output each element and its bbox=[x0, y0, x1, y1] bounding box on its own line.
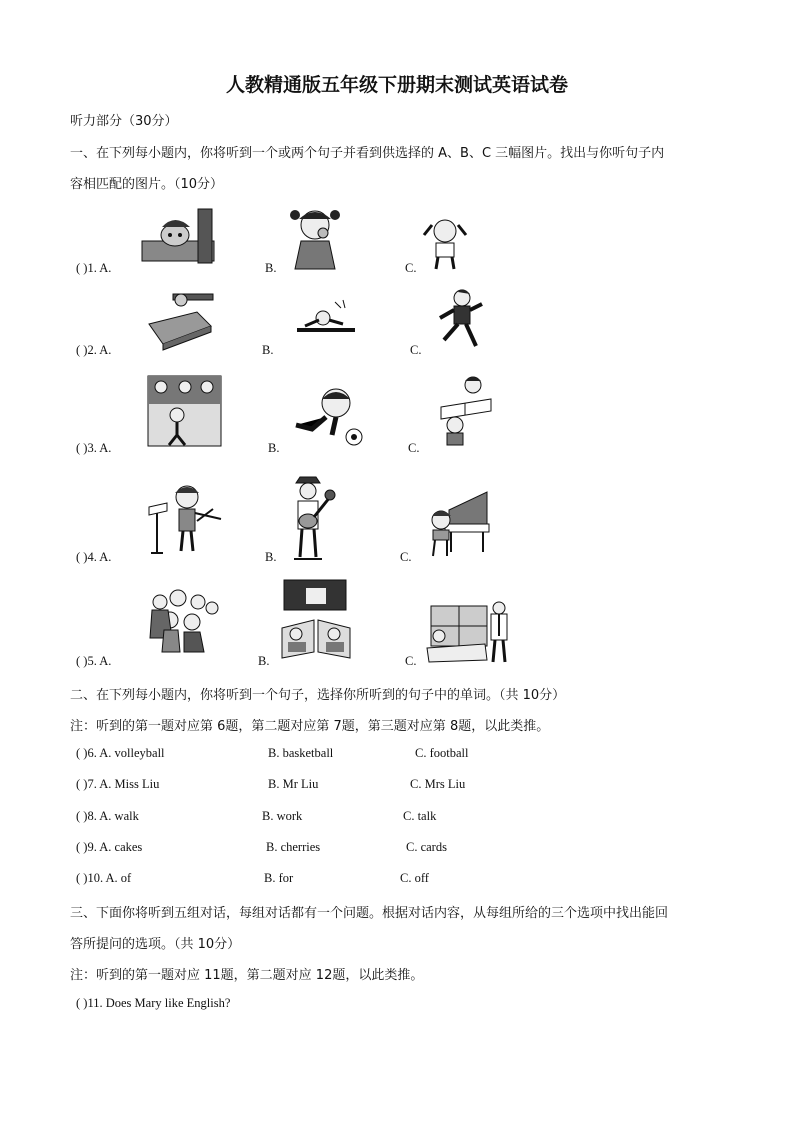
q4-picture-c bbox=[425, 490, 493, 558]
piano-icon bbox=[425, 490, 493, 558]
part1-instruction-1: 一、在下列每小题内，你将听到一个或两个句子并看到供选择的 A、B、C 三幅图片。找出与你听句子内 bbox=[70, 146, 665, 161]
q7-option-c: C. Mrs Liu bbox=[410, 777, 466, 791]
q10-option-c: C. off bbox=[400, 871, 429, 885]
q11-label: ( )11. Does Mary like English? bbox=[76, 996, 231, 1010]
ping-pong-icon bbox=[435, 375, 497, 447]
crowd-icon bbox=[148, 588, 220, 656]
bed-icon bbox=[145, 290, 215, 352]
q1-option-c: C. bbox=[405, 261, 417, 275]
q6-option-b: B. basketball bbox=[268, 746, 334, 760]
q8-label: ( )8. A. walk bbox=[76, 809, 139, 823]
classroom-icon bbox=[425, 600, 515, 664]
q1-picture-a bbox=[140, 205, 220, 267]
q4-option-c: C. bbox=[400, 550, 412, 564]
q2-option-c: C. bbox=[410, 343, 422, 357]
soccer-kick-icon bbox=[292, 385, 367, 447]
q7-option-b: B. Mr Liu bbox=[268, 777, 319, 791]
q4-picture-a bbox=[145, 483, 223, 555]
q1-label: ( )1. A. bbox=[76, 261, 112, 275]
q2-picture-b bbox=[295, 298, 357, 348]
q8-option-b: B. work bbox=[262, 809, 303, 823]
q7-label: ( )7. A. Miss Liu bbox=[76, 777, 160, 791]
q5-picture-b bbox=[280, 578, 352, 660]
q8-option-c: C. talk bbox=[403, 809, 437, 823]
q2-label: ( )2. A. bbox=[76, 343, 112, 357]
running-boy-icon bbox=[430, 288, 488, 350]
q9-option-b: B. cherries bbox=[266, 840, 321, 854]
q4-label: ( )4. A. bbox=[76, 550, 112, 564]
q3-option-b: B. bbox=[268, 441, 280, 455]
boy-fallen-icon bbox=[295, 298, 357, 348]
q10-label: ( )10. A. of bbox=[76, 871, 132, 885]
q1-option-b: B. bbox=[265, 261, 277, 275]
part3-note: 注：听到的第一题对应 11题，第二题对应 12题，以此类推。 bbox=[70, 968, 424, 983]
part3-instruction-1: 三、下面你将听到五组对话，每组对话都有一个问题。根据对话内容，从每组所给的三个选项中找出能回 bbox=[70, 906, 669, 921]
page-title: 人教精通版五年级下册期末测试英语试卷 bbox=[225, 74, 568, 96]
part2-instruction: 二、在下列每小题内，你将听到一个句子，选择你所听到的句子中的单词。（共 10分） bbox=[70, 688, 566, 703]
basketball-game-icon bbox=[147, 375, 222, 447]
q3-picture-c bbox=[435, 375, 497, 447]
q2-picture-a bbox=[145, 290, 215, 352]
q3-option-c: C. bbox=[408, 441, 420, 455]
q5-picture-c bbox=[425, 600, 515, 664]
q4-picture-b bbox=[288, 475, 338, 563]
q1-picture-c bbox=[420, 215, 470, 270]
q1-picture-b bbox=[285, 205, 345, 271]
headache-icon bbox=[420, 215, 470, 270]
q5-option-c: C. bbox=[405, 654, 417, 668]
q2-picture-c bbox=[430, 288, 488, 350]
q3-picture-a bbox=[147, 375, 222, 447]
q2-option-b: B. bbox=[262, 343, 274, 357]
q5-option-b: B. bbox=[258, 654, 270, 668]
part2-note: 注：听到的第一题对应第 6题，第二题对应第 7题，第三题对应第 8题，以此类推。 bbox=[70, 719, 550, 734]
q5-label: ( )5. A. bbox=[76, 654, 112, 668]
girl-toothache-icon bbox=[285, 205, 345, 271]
q6-option-c: C. football bbox=[415, 746, 469, 760]
violin-icon bbox=[145, 483, 223, 555]
q3-label: ( )3. A. bbox=[76, 441, 112, 455]
q3-picture-b bbox=[292, 385, 367, 447]
computer-class-icon bbox=[280, 578, 352, 660]
part1-instruction-2: 容相匹配的图片。（10分） bbox=[70, 177, 224, 192]
guitar-icon bbox=[288, 475, 338, 563]
q9-label: ( )9. A. cakes bbox=[76, 840, 143, 854]
q6-label: ( )6. A. volleyball bbox=[76, 746, 165, 760]
listening-header: 听力部分（30分） bbox=[70, 114, 178, 129]
part3-instruction-2: 答所提问的选项。（共 10分） bbox=[70, 937, 241, 952]
sick-in-bed-icon bbox=[140, 205, 220, 267]
q9-option-c: C. cards bbox=[406, 840, 447, 854]
q10-option-b: B. for bbox=[264, 871, 294, 885]
q4-option-b: B. bbox=[265, 550, 277, 564]
q5-picture-a bbox=[148, 588, 220, 656]
